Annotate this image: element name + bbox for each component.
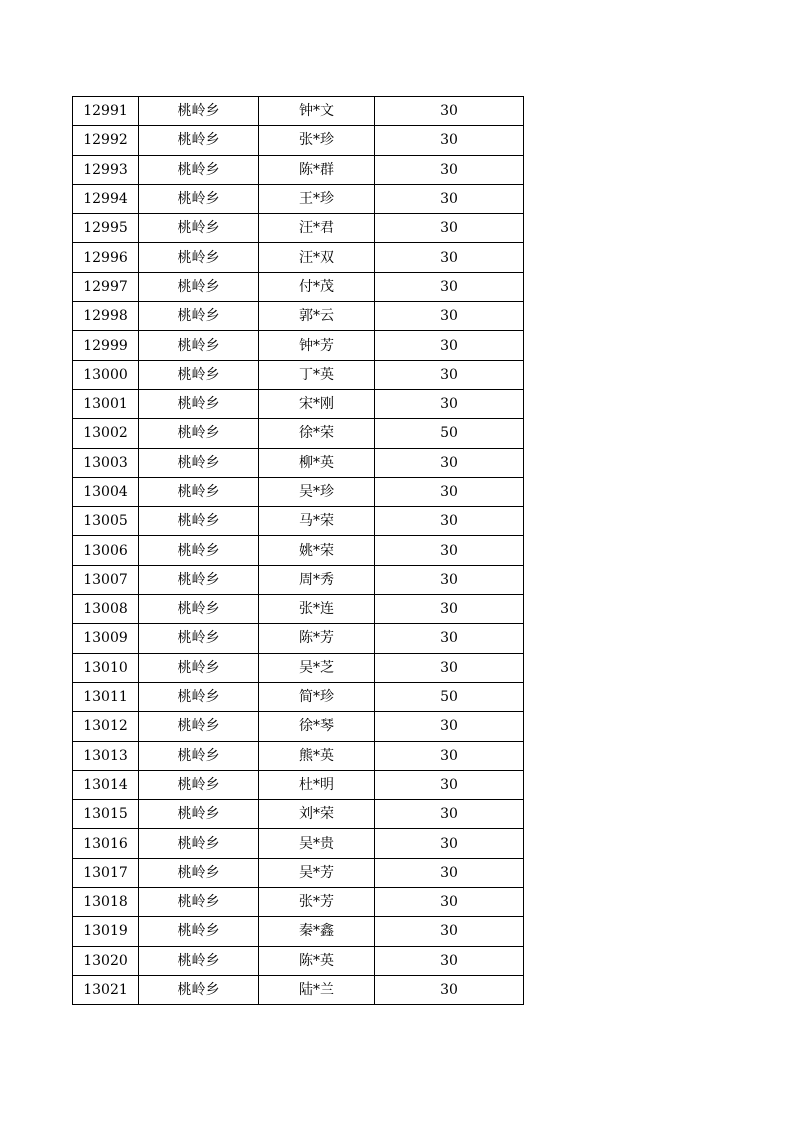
cell-amount: 30 — [375, 389, 524, 418]
table-row — [73, 565, 524, 594]
table-row — [73, 800, 524, 829]
table-row — [73, 214, 524, 243]
table-row — [73, 624, 524, 653]
cell-amount: 30 — [375, 507, 524, 536]
cell-name: 陆*兰 — [259, 975, 375, 1004]
cell-township: 桃岭乡 — [139, 858, 259, 887]
table-row — [73, 975, 524, 1004]
cell-amount: 50 — [375, 682, 524, 711]
cell-serial-number: 12995 — [73, 214, 139, 243]
cell-amount: 30 — [375, 536, 524, 565]
cell-amount: 30 — [375, 624, 524, 653]
cell-township: 桃岭乡 — [139, 126, 259, 155]
table-row — [73, 595, 524, 624]
cell-name: 吴*芳 — [259, 858, 375, 887]
cell-serial-number: 13007 — [73, 565, 139, 594]
cell-township: 桃岭乡 — [139, 888, 259, 917]
cell-amount: 30 — [375, 595, 524, 624]
cell-township: 桃岭乡 — [139, 360, 259, 389]
cell-name: 张*珍 — [259, 126, 375, 155]
cell-township: 桃岭乡 — [139, 331, 259, 360]
cell-serial-number: 13002 — [73, 419, 139, 448]
table-row — [73, 272, 524, 301]
cell-township: 桃岭乡 — [139, 800, 259, 829]
cell-name: 姚*荣 — [259, 536, 375, 565]
cell-serial-number: 13006 — [73, 536, 139, 565]
table-row — [73, 653, 524, 682]
cell-township: 桃岭乡 — [139, 97, 259, 126]
cell-serial-number: 13001 — [73, 389, 139, 418]
cell-serial-number: 13000 — [73, 360, 139, 389]
cell-name: 张*连 — [259, 595, 375, 624]
cell-name: 陈*芳 — [259, 624, 375, 653]
cell-serial-number: 12991 — [73, 97, 139, 126]
table-row — [73, 770, 524, 799]
cell-name: 钟*文 — [259, 97, 375, 126]
cell-name: 徐*荣 — [259, 419, 375, 448]
cell-amount: 30 — [375, 97, 524, 126]
cell-name: 杜*明 — [259, 770, 375, 799]
cell-amount: 30 — [375, 184, 524, 213]
cell-serial-number: 13009 — [73, 624, 139, 653]
cell-township: 桃岭乡 — [139, 419, 259, 448]
cell-amount: 30 — [375, 448, 524, 477]
cell-name: 周*秀 — [259, 565, 375, 594]
table-row — [73, 712, 524, 741]
table-row — [73, 419, 524, 448]
cell-name: 吴*贵 — [259, 829, 375, 858]
cell-serial-number: 13018 — [73, 888, 139, 917]
cell-amount: 50 — [375, 419, 524, 448]
cell-township: 桃岭乡 — [139, 243, 259, 272]
cell-amount: 30 — [375, 829, 524, 858]
cell-name: 熊*英 — [259, 741, 375, 770]
cell-township: 桃岭乡 — [139, 975, 259, 1004]
cell-township: 桃岭乡 — [139, 302, 259, 331]
table-row — [73, 448, 524, 477]
cell-serial-number: 13016 — [73, 829, 139, 858]
cell-serial-number: 13008 — [73, 595, 139, 624]
cell-name: 汪*君 — [259, 214, 375, 243]
cell-serial-number: 13005 — [73, 507, 139, 536]
cell-name: 钟*芳 — [259, 331, 375, 360]
cell-name: 吴*珍 — [259, 477, 375, 506]
cell-serial-number: 12994 — [73, 184, 139, 213]
table-row — [73, 331, 524, 360]
cell-serial-number: 12997 — [73, 272, 139, 301]
cell-serial-number: 13010 — [73, 653, 139, 682]
cell-serial-number: 13015 — [73, 800, 139, 829]
cell-serial-number: 12992 — [73, 126, 139, 155]
cell-amount: 30 — [375, 741, 524, 770]
cell-amount: 30 — [375, 917, 524, 946]
cell-serial-number: 13004 — [73, 477, 139, 506]
cell-name: 宋*刚 — [259, 389, 375, 418]
cell-serial-number: 13021 — [73, 975, 139, 1004]
cell-name: 丁*英 — [259, 360, 375, 389]
cell-amount: 30 — [375, 712, 524, 741]
cell-name: 郭*云 — [259, 302, 375, 331]
cell-name: 柳*英 — [259, 448, 375, 477]
cell-township: 桃岭乡 — [139, 595, 259, 624]
cell-township: 桃岭乡 — [139, 829, 259, 858]
cell-amount: 30 — [375, 975, 524, 1004]
table-body — [73, 97, 524, 1005]
cell-amount: 30 — [375, 888, 524, 917]
cell-township: 桃岭乡 — [139, 214, 259, 243]
cell-serial-number: 13014 — [73, 770, 139, 799]
cell-amount: 30 — [375, 214, 524, 243]
cell-amount: 30 — [375, 360, 524, 389]
cell-serial-number: 13019 — [73, 917, 139, 946]
cell-serial-number: 12998 — [73, 302, 139, 331]
cell-amount: 30 — [375, 858, 524, 887]
table-row — [73, 302, 524, 331]
table-row — [73, 888, 524, 917]
cell-township: 桃岭乡 — [139, 624, 259, 653]
cell-amount: 30 — [375, 331, 524, 360]
cell-name: 秦*鑫 — [259, 917, 375, 946]
cell-township: 桃岭乡 — [139, 389, 259, 418]
cell-amount: 30 — [375, 126, 524, 155]
table-row — [73, 829, 524, 858]
data-table — [72, 96, 524, 1005]
table-row — [73, 858, 524, 887]
cell-name: 付*茂 — [259, 272, 375, 301]
cell-amount: 30 — [375, 477, 524, 506]
cell-name: 吴*芝 — [259, 653, 375, 682]
cell-amount: 30 — [375, 272, 524, 301]
cell-amount: 30 — [375, 155, 524, 184]
cell-name: 汪*双 — [259, 243, 375, 272]
cell-serial-number: 12993 — [73, 155, 139, 184]
table-row — [73, 184, 524, 213]
cell-amount: 30 — [375, 565, 524, 594]
cell-township: 桃岭乡 — [139, 741, 259, 770]
cell-township: 桃岭乡 — [139, 653, 259, 682]
cell-amount: 30 — [375, 243, 524, 272]
cell-serial-number: 12999 — [73, 331, 139, 360]
table-row — [73, 97, 524, 126]
cell-township: 桃岭乡 — [139, 917, 259, 946]
table-row — [73, 477, 524, 506]
cell-name: 马*荣 — [259, 507, 375, 536]
cell-name: 简*珍 — [259, 682, 375, 711]
cell-township: 桃岭乡 — [139, 155, 259, 184]
cell-amount: 30 — [375, 770, 524, 799]
cell-amount: 30 — [375, 302, 524, 331]
table-row — [73, 389, 524, 418]
cell-township: 桃岭乡 — [139, 770, 259, 799]
cell-township: 桃岭乡 — [139, 682, 259, 711]
cell-serial-number: 13003 — [73, 448, 139, 477]
table-row — [73, 536, 524, 565]
cell-amount: 30 — [375, 653, 524, 682]
cell-township: 桃岭乡 — [139, 536, 259, 565]
cell-name: 刘*荣 — [259, 800, 375, 829]
cell-serial-number: 13013 — [73, 741, 139, 770]
cell-name: 陈*群 — [259, 155, 375, 184]
cell-serial-number: 12996 — [73, 243, 139, 272]
cell-serial-number: 13017 — [73, 858, 139, 887]
cell-name: 陈*英 — [259, 946, 375, 975]
table-row — [73, 741, 524, 770]
table-row — [73, 360, 524, 389]
table-row — [73, 682, 524, 711]
cell-amount: 30 — [375, 800, 524, 829]
table-row — [73, 155, 524, 184]
cell-township: 桃岭乡 — [139, 448, 259, 477]
cell-township: 桃岭乡 — [139, 946, 259, 975]
table-row — [73, 917, 524, 946]
cell-township: 桃岭乡 — [139, 272, 259, 301]
table-row — [73, 946, 524, 975]
cell-amount: 30 — [375, 946, 524, 975]
cell-township: 桃岭乡 — [139, 477, 259, 506]
cell-township: 桃岭乡 — [139, 712, 259, 741]
table-row — [73, 243, 524, 272]
cell-township: 桃岭乡 — [139, 184, 259, 213]
cell-name: 徐*琴 — [259, 712, 375, 741]
table-row — [73, 126, 524, 155]
cell-serial-number: 13020 — [73, 946, 139, 975]
cell-township: 桃岭乡 — [139, 565, 259, 594]
table-row — [73, 507, 524, 536]
cell-name: 张*芳 — [259, 888, 375, 917]
cell-serial-number: 13011 — [73, 682, 139, 711]
cell-name: 王*珍 — [259, 184, 375, 213]
cell-township: 桃岭乡 — [139, 507, 259, 536]
cell-serial-number: 13012 — [73, 712, 139, 741]
